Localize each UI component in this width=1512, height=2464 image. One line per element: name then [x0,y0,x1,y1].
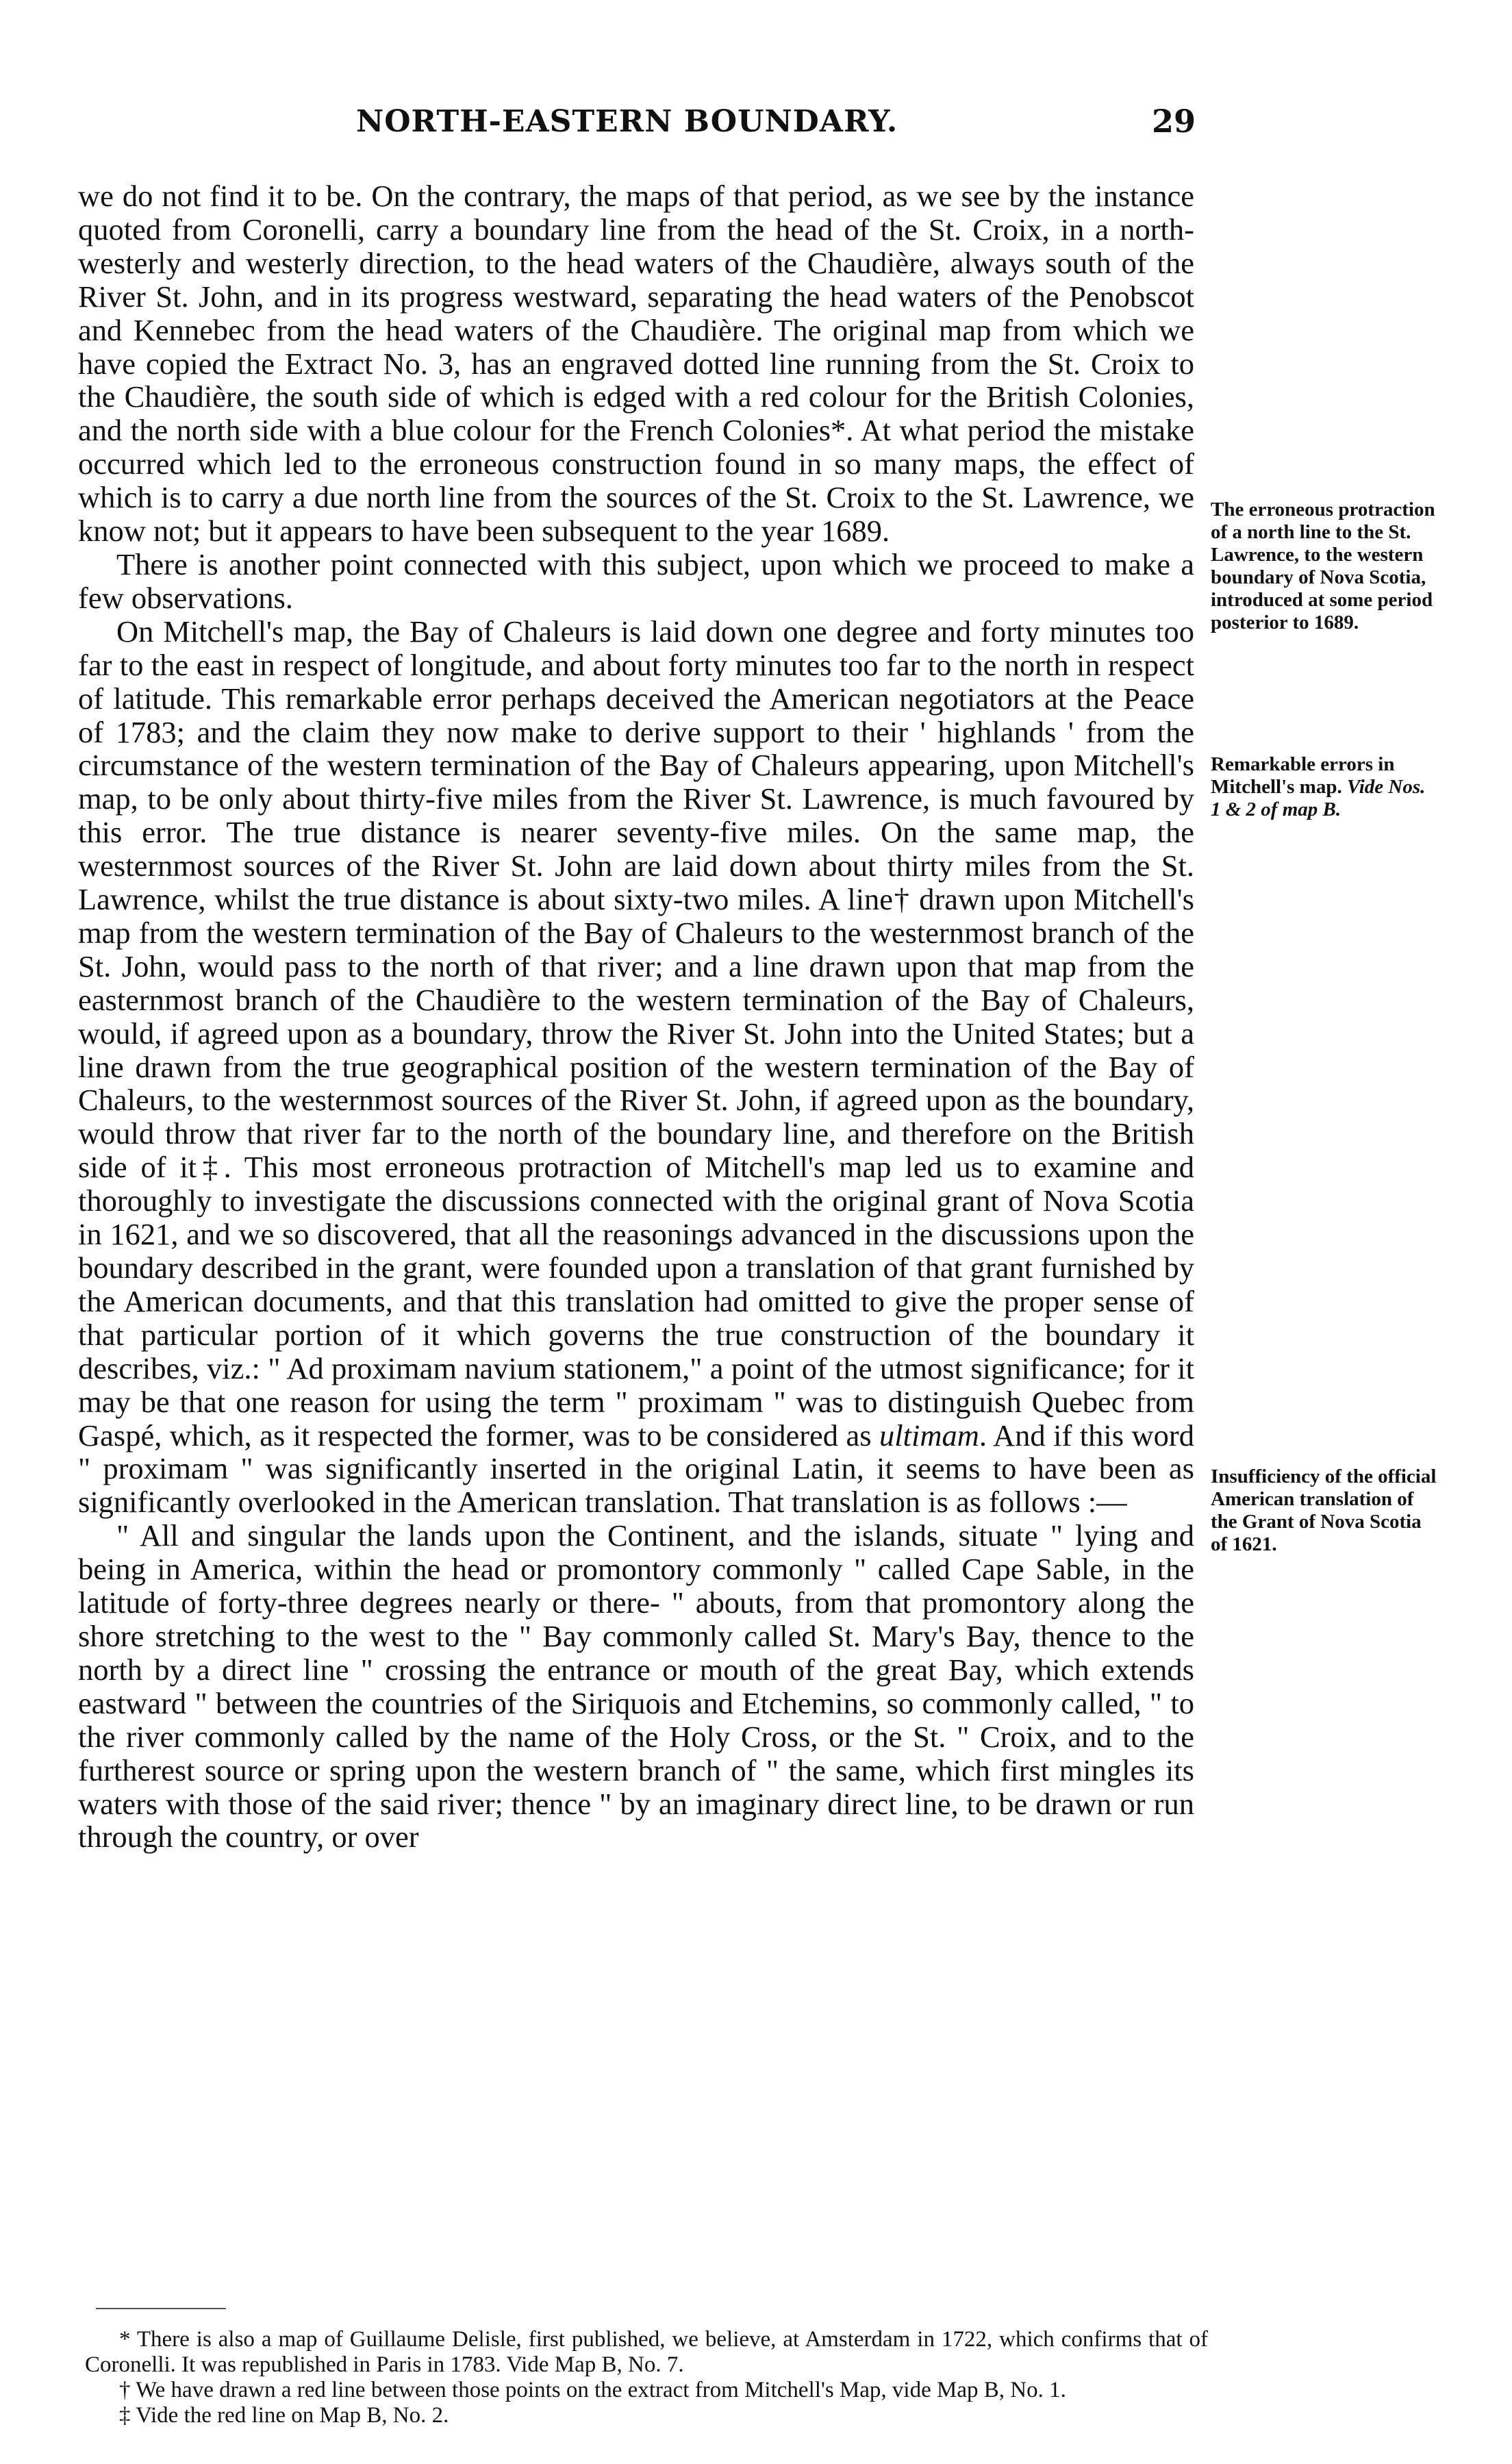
ultimam-word: ultimam [879,1418,979,1453]
paragraph-2: There is another point connected with this subject, upon which we proceed to make a few observations. [78,546,1194,615]
margin-note-mitchell-errors [1211,753,1437,821]
footnote-2: † We have drawn a red line between those points on the extract from Mitchell's Map, vide Map B, No. 1. [119,2378,1066,2402]
quotation-text: " All and singular the lands upon the Continent, and the islands, situate " lying and being in America, within the head or promontory commonly " called Cape Sable, in the latitude of forty-three degrees nearly or there- " abouts, from that promontory along the shore stretching to the west to the " Bay commonly called St. Mary's Bay, thence to the north by a direct line " crossing the entrance or mouth of the great Bay, which extends eastward " between the countries of the Siriquois and Etchemins, so commonly called, " to the river commonly called by the name of the Holy Cross, or the St. " Croix, and to the furtherest source or spring upon the western branch of " the same, which first mingles its waters with those of the said river; thence " by an imaginary direct line, to be drawn or run through the country, or over [78,1518,1194,1855]
footnote-3: ‡ Vide the red line on Map B, No. 2. [119,2403,449,2428]
paragraph-3-end: . And if this word " proximam " was significantly inserted in the original Latin, it seems to have been as significantly overlooked in the American translation. That translation is as follows :— [78,1418,1194,1520]
page-number: 29 [1152,103,1196,140]
margin-note-mitchell-errors-text: Remarkable errors in Mitchell's map. [1211,753,1395,798]
margin-note-map-reference: Vide Nos. 1 & 2 of map B. [1211,776,1426,820]
margin-note-erroneous-protraction: The erroneous protraction of a north line to the St. Lawrence, to the western boundary of Nova Scotia, introduced at some period posterior to 1689. [1211,499,1435,633]
main-text [78,179,1194,1854]
paragraph-3 [78,615,1194,1519]
paragraph-1: we do not find it to be. On the contrary, the maps of that period, as we see by the instance quoted from Coronelli, carry a boundary line from the head of the St. Croix, in a north-westerly and westerly direction, to the head waters of the Chaudière, always south of the River St. John, and in its progress westward, separating the head waters of the Penobscot and Kennebec from the head waters of the Chaudière. The original map from which we have copied the Extract No. 3, has an engraved dotted line running from the St. Croix to the Chaudière, the south side of which is edged with a red colour for the British Colonies, and the north side with a blue colour for the French Colonies*. At what period the mistake occurred which led to the erroneous construction found in so many maps, the effect of which is to carry a due north line from the sources of the St. Croix to the St. Lawrence, we know not; but it appears to have been subsequent to the year 1689. [78,179,1194,549]
grant-quotation [78,1519,1194,1854]
running-header: NORTH-EASTERN BOUNDARY. [356,104,898,139]
paragraph-3-text: On Mitchell's map, the Bay of Chaleurs is laid down one degree and forty minutes too far to the east in respect of longitude, and about forty minutes too far to the north in respect of latitude. This remarkable error perhaps deceived the American negotiators at the Peace of 1783; and the claim they now make to derive support to their ' highlands ' from the circumstance of the western termination of the Bay of Chaleurs appearing, upon Mitchell's map, to be only about thirty-five miles from the River St. Lawrence, is much favoured by this error. The true distance is nearer seventy-five miles. On the same map, the westernmost sources of the River St. John are laid down about thirty miles from the St. Lawrence, whilst the true distance is about sixty-two miles. A line† drawn upon Mitchell's map from the western termination of the Bay of Chaleurs to the westernmost branch of the St. John, would pass to the north of that river; and a line drawn upon that map from the easternmost branch of the Chaudière to the western termination of the Bay of Chaleurs, would, if agreed upon as a boundary, throw the River St. John into the United States; but a line drawn from the true geographical position of the western termination of the Bay of Chaleurs, to the westernmost sources of the River St. John, if agreed upon as the boundary, would throw that river far to the north of the boundary line, and therefore on the British side of it‡. This most erroneous protraction of Mitchell's map led us to examine and thoroughly to investigate the discussions connected with the original grant of Nova Scotia in 1621, and we so discovered, that all the reasonings advanced in the discussions upon the boundary described in the grant, were founded upon a translation of that grant furnished by the American documents, and that this translation had omitted to give the proper sense of that particular portion of it which governs the true construction of the boundary it describes, viz.: " Ad proximam navium stationem," a point of the utmost significance; for it may be that one reason for using the term " proximam " was to distinguish Quebec from Gaspé, which, as it respected the former, was to be considered as [78,614,1194,1453]
footnote-1: * There is also a map of Guillaume Delisle, first published, we believe, at Amsterdam in 1722, which confirms that of Coronelli. It was republished in Paris in 1783. Vide Map B, No. 7. [85,2327,1208,2377]
footnotes [85,2327,1208,2428]
margin-note-translation: Insufficiency of the official American translation of the Grant of Nova Scotia of 1621. [1211,1466,1437,1555]
footnote-divider [96,2308,226,2309]
